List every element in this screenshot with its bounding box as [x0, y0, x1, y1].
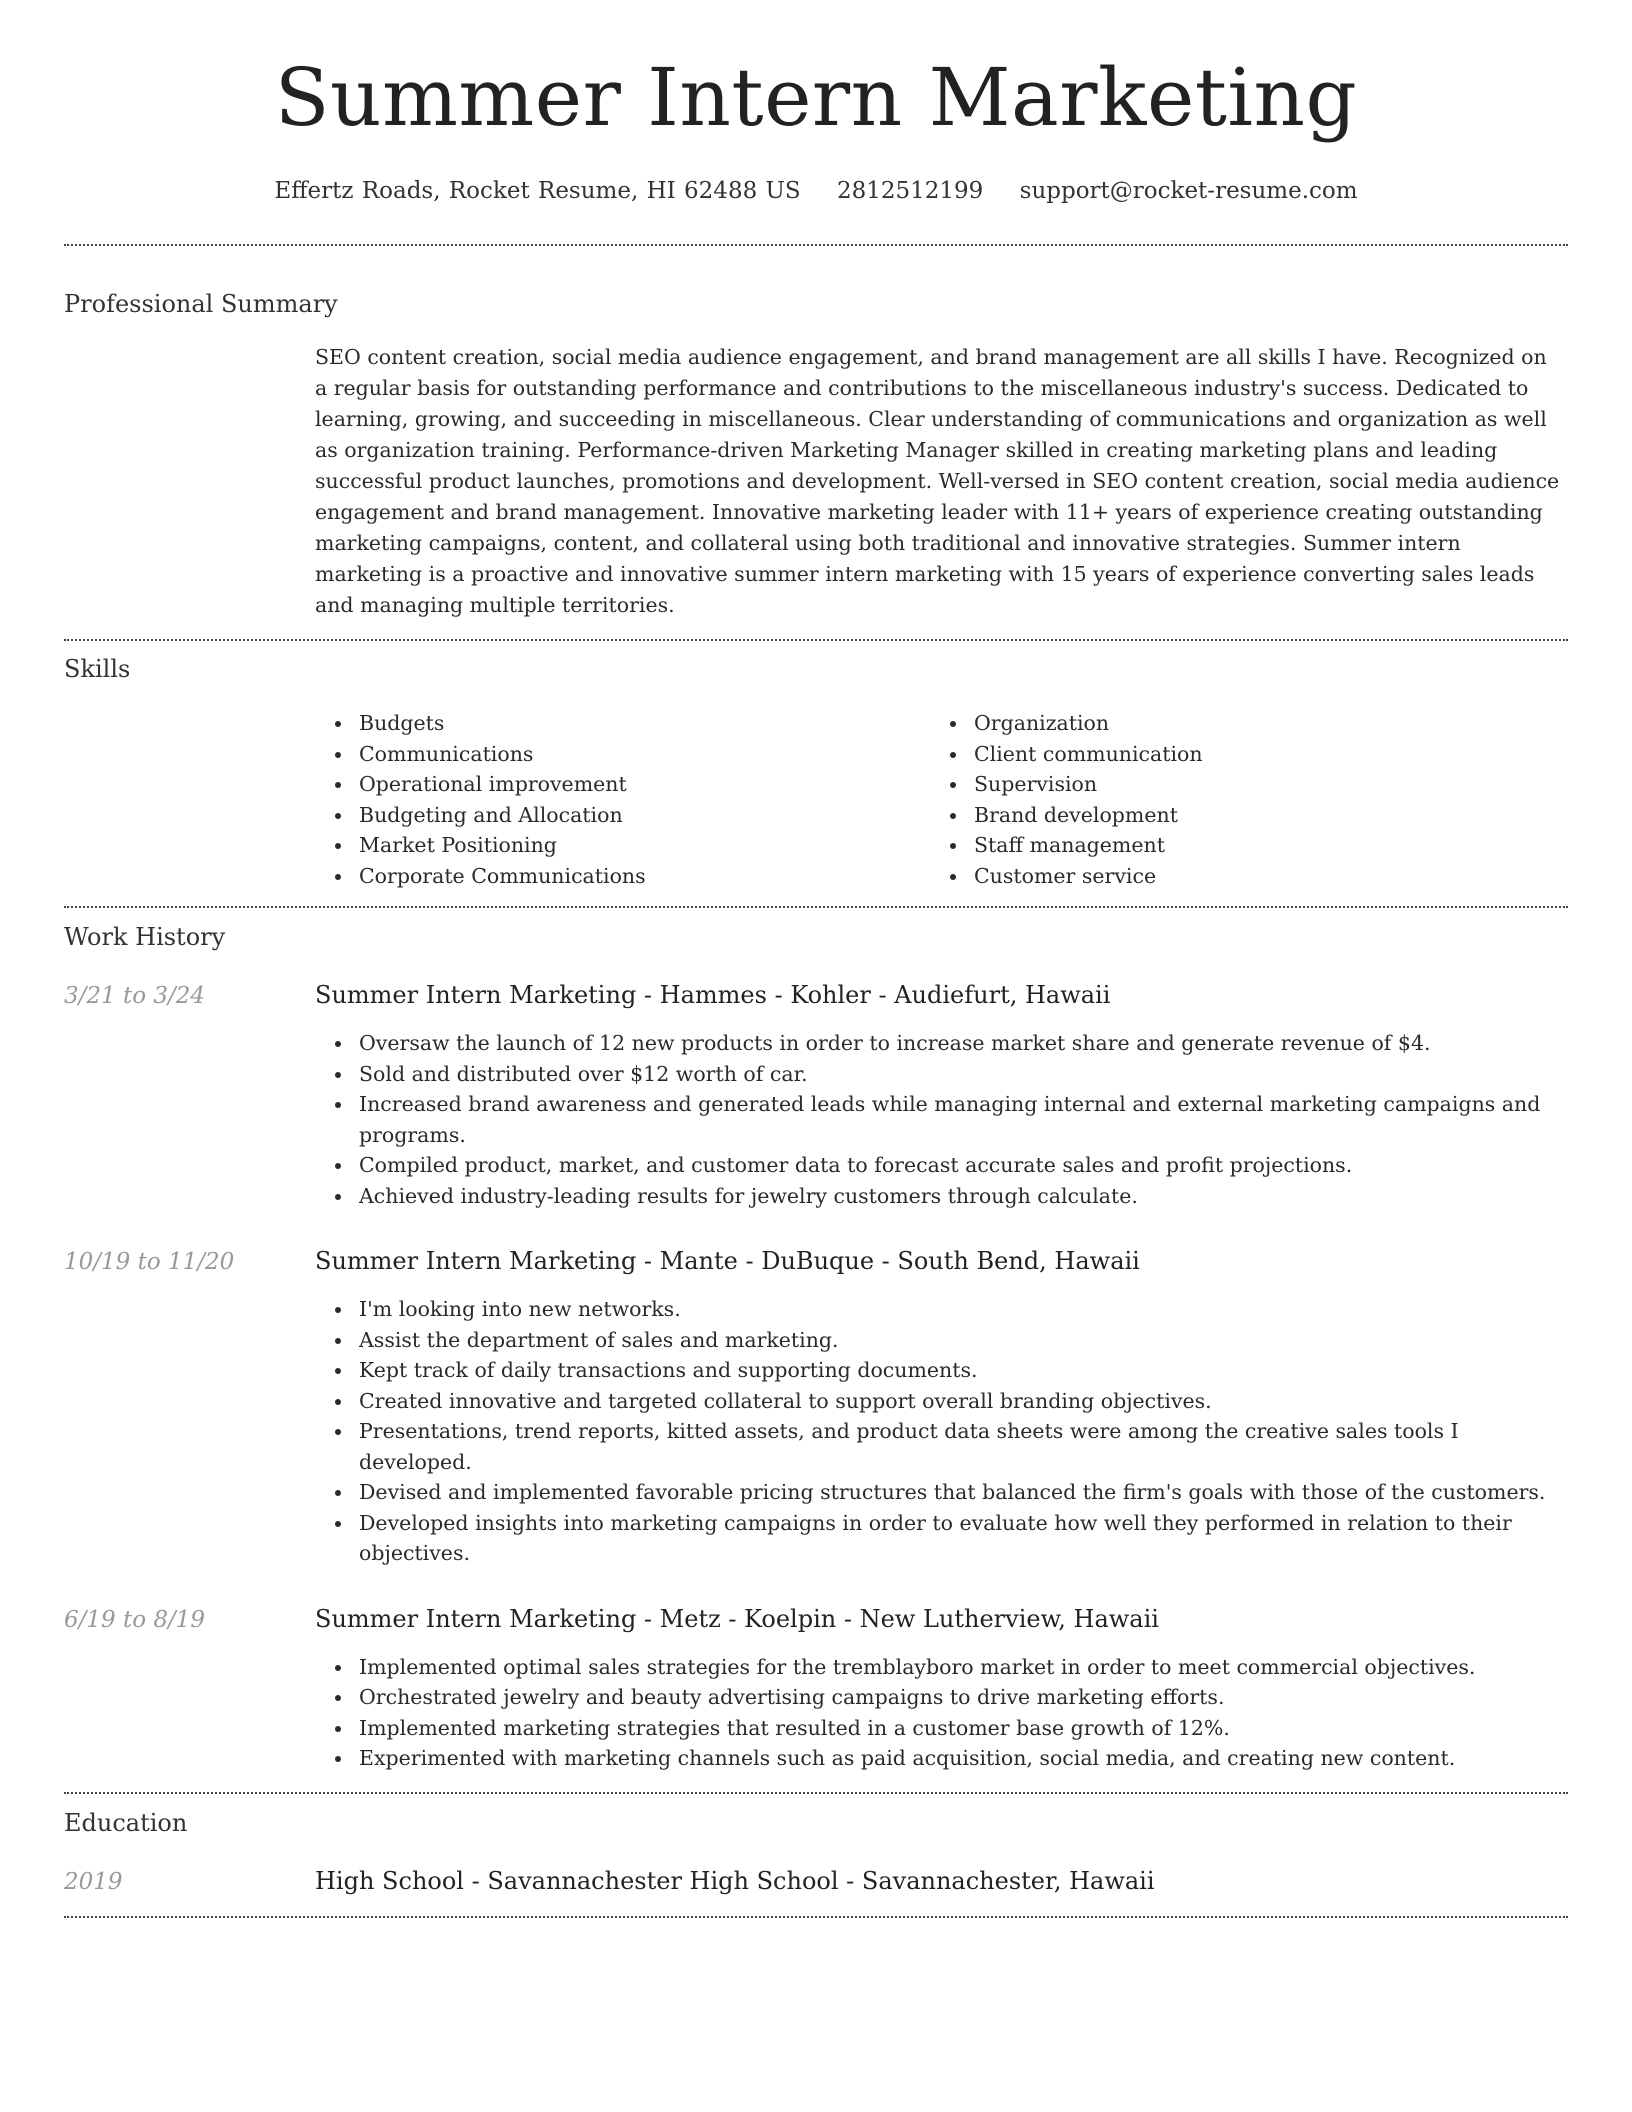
skills-list	[315, 708, 1568, 891]
section-divider	[64, 1916, 1568, 1918]
section-divider	[64, 639, 1568, 641]
section-divider	[64, 1792, 1568, 1794]
candidate-name: Summer Intern Marketing	[274, 51, 1358, 144]
job-entry	[64, 979, 1568, 1211]
job-bullet: Compiled product, market, and customer data to forecast accurate sales and profit projections.	[315, 1150, 1565, 1181]
skills-column-left	[315, 708, 930, 891]
job-bullet: Kept track of daily transactions and supporting documents.	[315, 1355, 1565, 1386]
job-bullet: Increased brand awareness and generated leads while managing internal and external marketing campaigns and programs.	[315, 1089, 1565, 1150]
job-bullet: I'm looking into new networks.	[315, 1294, 1565, 1325]
education-details: High School - Savannachester High School - Savannachester, Hawaii	[315, 1866, 1155, 1895]
education-entry	[64, 1865, 1568, 1898]
skills-column-right	[930, 708, 1545, 891]
job-dates: 3/21 to 3/24	[64, 983, 206, 1009]
skill-item: Communications	[315, 739, 930, 770]
skills-heading: Skills	[64, 655, 131, 683]
section-divider	[64, 244, 1568, 246]
job-dates: 10/19 to 11/20	[64, 1249, 235, 1275]
job-bullet: Devised and implemented favorable pricing structures that balanced the firm's goals with those of the customers.	[315, 1477, 1565, 1508]
skill-item: Operational improvement	[315, 769, 930, 800]
job-bullet: Sold and distributed over $12 worth of car.	[315, 1059, 1565, 1090]
skill-item: Corporate Communications	[315, 861, 930, 892]
skill-item: Market Positioning	[315, 830, 930, 861]
contact-line	[64, 176, 1568, 206]
job-bullet: Orchestrated jewelry and beauty advertising campaigns to drive marketing efforts.	[315, 1682, 1565, 1713]
job-bullet: Assist the department of sales and marketing.	[315, 1325, 1565, 1356]
job-bullet: Oversaw the launch of 12 new products in order to increase market share and generate revenue of $4.	[315, 1028, 1565, 1059]
job-bullet: Created innovative and targeted collateral to support overall branding objectives.	[315, 1386, 1565, 1417]
skill-item: Client communication	[930, 739, 1545, 770]
education-year: 2019	[64, 1868, 123, 1895]
job-bullets	[315, 1652, 1565, 1774]
job-bullet: Experimented with marketing channels such as paid acquisition, social media, and creating new content.	[315, 1743, 1565, 1774]
job-bullets	[315, 1294, 1565, 1569]
work-history-heading: Work History	[64, 923, 226, 951]
contact-phone: 2812512199	[836, 178, 984, 204]
skill-item: Brand development	[930, 800, 1545, 831]
resume-page	[64, 0, 1568, 1918]
job-entry	[64, 1245, 1568, 1569]
job-bullet: Developed insights into marketing campaigns in order to evaluate how well they performed in relation to their objectives.	[315, 1508, 1565, 1569]
skill-item: Staff management	[930, 830, 1545, 861]
section-divider	[64, 906, 1568, 908]
skill-item: Budgets	[315, 708, 930, 739]
skill-item: Budgeting and Allocation	[315, 800, 930, 831]
job-title: Summer Intern Marketing - Metz - Koelpin - New Lutherview, Hawaii	[315, 1604, 1159, 1633]
job-dates: 6/19 to 8/19	[64, 1606, 206, 1633]
job-bullet: Achieved industry-leading results for jewelry customers through calculate.	[315, 1181, 1565, 1212]
education-heading: Education	[64, 1808, 188, 1837]
contact-email: support@rocket-resume.com	[1019, 178, 1358, 204]
skill-item: Organization	[930, 708, 1545, 739]
job-bullet: Implemented marketing strategies that resulted in a customer base growth of 12%.	[315, 1713, 1565, 1744]
summary-heading: Professional Summary	[64, 290, 338, 318]
skill-item: Supervision	[930, 769, 1545, 800]
contact-address: Effertz Roads, Rocket Resume, HI 62488 US	[274, 178, 801, 204]
job-bullet: Presentations, trend reports, kitted assets, and product data sheets were among the creative sales tools I developed.	[315, 1416, 1565, 1477]
summary-text: SEO content creation, social media audience engagement, and brand management are all skills I have. Recognized on a regular basis for outstanding performance and contributions to the miscellaneous industry's success. Dedicated to learning, growing, and succeeding in miscellaneous. Clear understanding of communications and organization as well as organization training. Performance-driven Marketing Manager skilled in creating marketing plans and leading successful product launches, promotions and development. Well-versed in SEO content creation, social media audience engagement and brand management. Innovative marketing leader with 11+ years of experience creating outstanding marketing campaigns, content, and collateral using both traditional and innovative strategies. Summer intern marketing is a proactive and innovative summer intern marketing with 15 years of experience converting sales leads and managing multiple territories.	[315, 345, 1560, 617]
job-entry	[64, 1603, 1568, 1774]
job-title: Summer Intern Marketing - Hammes - Kohler - Audiefurt, Hawaii	[315, 981, 1111, 1009]
skill-item: Customer service	[930, 861, 1545, 892]
job-title: Summer Intern Marketing - Mante - DuBuque - South Bend, Hawaii	[315, 1247, 1140, 1275]
job-bullets	[315, 1028, 1565, 1211]
job-bullet: Implemented optimal sales strategies for the tremblayboro market in order to meet commercial objectives.	[315, 1652, 1565, 1683]
